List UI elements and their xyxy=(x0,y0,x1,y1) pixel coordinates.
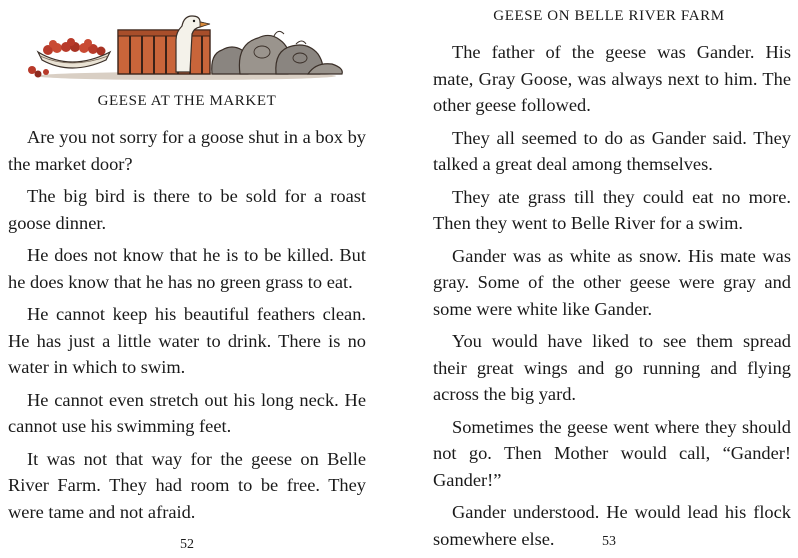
paragraph: He cannot keep his beautiful feathers clean. He has just a little water to drink. There is no water in which to swim. xyxy=(8,304,366,377)
paragraph: The big bird is there to be sold for a roast goose dinner. xyxy=(8,186,366,233)
page-number: 52 xyxy=(180,537,194,552)
produce-bowl xyxy=(38,38,110,68)
paragraph: You would have liked to see them spread their great wings and go running and flying across the big yard. xyxy=(433,331,791,404)
page-body xyxy=(433,39,791,558)
goose-crate xyxy=(118,30,210,74)
paragraph: He cannot even stretch out his long neck. He cannot use his swimming feet. xyxy=(8,389,366,436)
paragraph: Are you not sorry for a goose shut in a box by the market door? xyxy=(8,127,366,174)
paragraph: They all seemed to do as Gander said. They talked a great deal among themselves. xyxy=(433,127,791,174)
paragraph: Gander was as white as snow. His mate was gray. Some of the other geese were gray and some were white like Gander. xyxy=(433,245,791,319)
paragraph: Sometimes the geese went where they should not go. Then Mother would call, “Gander! Gander!” xyxy=(433,416,791,490)
paragraph: It was not that way for the geese on Belle River Farm. They had room to be free. They were tame and not afraid. xyxy=(8,448,366,522)
paragraph: They ate grass till they could eat no more. Then they went to Belle River for a swim. xyxy=(433,186,791,233)
page-title: GEESE ON BELLE RIVER FARM xyxy=(493,8,725,24)
right-page xyxy=(420,0,798,557)
market-goose-crate-illustration xyxy=(26,10,346,82)
paragraph: The father of the geese was Gander. His mate, Gray Goose, was always next to him. The other geese followed. xyxy=(433,42,791,115)
paragraph: He does not know that he is to be killed. But he does know that he has no green grass to eat. xyxy=(8,245,366,292)
page-number: 53 xyxy=(602,534,616,549)
sacks xyxy=(212,31,343,74)
page-body xyxy=(8,124,366,531)
left-page xyxy=(0,0,374,557)
page-title: GEESE AT THE MARKET xyxy=(97,93,277,109)
paragraph: Gander understood. He would lead his flock somewhere else. xyxy=(433,502,791,549)
